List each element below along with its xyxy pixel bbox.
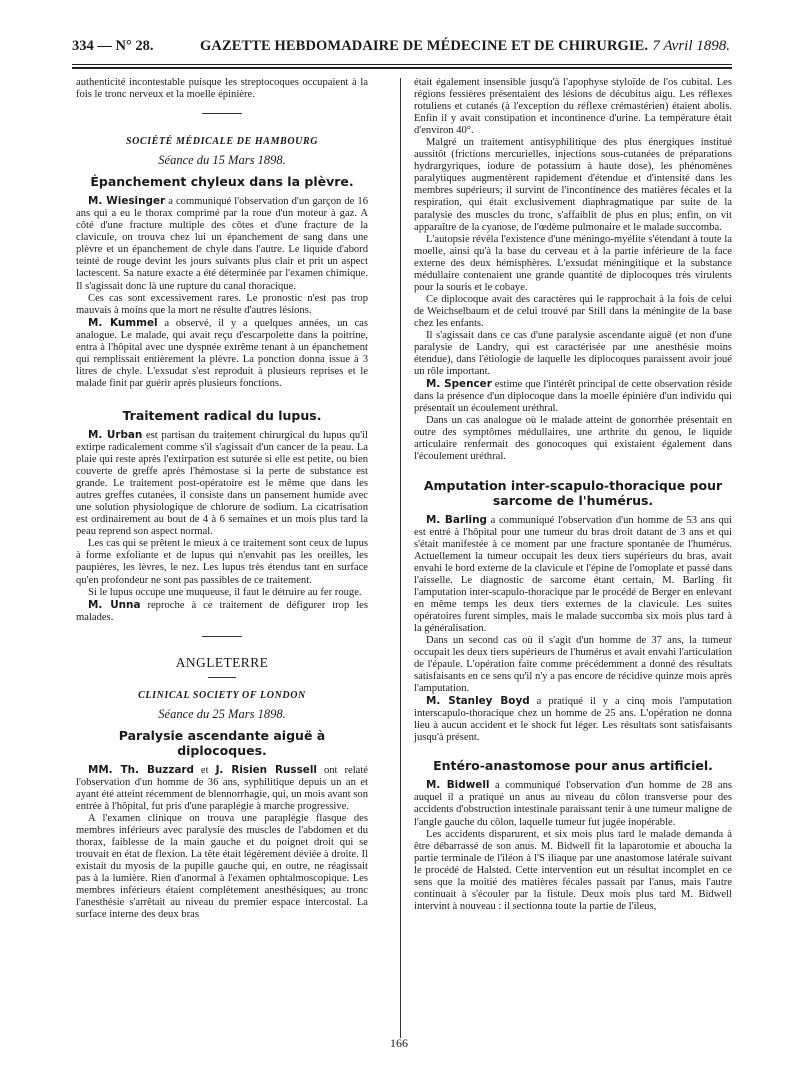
header-rule-thin: [72, 64, 732, 65]
paragraph: M. Stanley Boyd a pratiqué il y a cinq mois l'amputation interscapulo-thoracique chez un homme de 25 ans. L'opération ne donna lieu à aucun accident et le shock fut léger. Les résultats sont satisfaisants jusqu'à présent.: [414, 695, 732, 744]
journal-title: GAZETTE HEBDOMADAIRE DE MÉDECINE ET DE CHIRURGIE.: [200, 38, 649, 54]
paragraph: M. Kummel a observé, il y a quelques années, un cas analogue. Le malade, qui avait reçu d'escarpolette dans la poitrine, entra à l'hôpital avec une dyspnée extrême tenant à un épanchement qui remplissait entièrement la plèvre. La ponction donna issue à 3 litres de chyle. L'exsudat s'est reproduit à plusieurs reprises et le malade finit par guérir après plusieurs fonctions.: [76, 316, 368, 389]
left-column: [76, 77, 368, 921]
issue-date: 7 Avril 1898.: [652, 38, 730, 54]
society-heading: SOCIÉTÉ MÉDICALE DE HAMBOURG: [125, 136, 319, 148]
article-title: Paralysie ascendante aiguë à diplocoques.: [118, 727, 326, 758]
paragraph: Les cas qui se prêtent le mieux à ce traitement sont ceux de lupus à forme exfoliante et de lupus qui n'envahit pas les oreilles, les paupières, les lèvres, le nez. Les lupus très étendus tant en surface qu'en profondeur ne sont pas passibles de ce traitement.: [76, 538, 368, 586]
seance-date: Séance du 25 Mars 1898.: [158, 706, 286, 721]
speaker-name: J. Risien Russell: [215, 763, 317, 776]
article-title: Entéro-anastomose pour anus artificiel.: [433, 758, 713, 774]
paragraph: M. Wiesinger a communiqué l'observation d'un garçon de 16 ans qui a eu le thorax comprimé par la roue d'un moteur à gaz. A côté d'une fracture multiple des côtes et d'une fracture de la clavicule, on trouva chez lui un épanchement de sang dans une plèvre et un épanchement de chyle dans l'autre. Le liquide d'abord teinté de rouge devint les jours suivants plus clair et prit un aspect lactescent. Sa nature exacte a été déterminée par l'examen chimique. Il s'agissait donc là une rupture du canal thoracique.: [76, 195, 369, 292]
column-divider: [400, 78, 401, 1038]
society-heading: CLINICAL SOCIETY OF LONDON: [138, 689, 306, 701]
page-number: 334 — N° 28.: [72, 38, 154, 54]
paragraph: M. Urban est partisan du traitement chirurgical du lupus qu'il extirpe radicalement comme s'il s'agissait d'un cancer de la peau. La plaie qui reste après l'extirpation est suturée si elle est petite, ou bien couverte de greffe après l'hémostase si la perte de substance est grande. Le traitement post-opératoire est le même que dans les autres greffes cutanées, il consiste dans un pansement humide avec une solution physiologique de chlorure de sodium. La cicatrisation est ordinairement au bout de 4 à 6 semaines et un mois plus tard la peau reprend son aspect normal.: [76, 428, 368, 538]
section-separator: [208, 677, 236, 678]
speaker-name: M. Kummel: [88, 316, 158, 329]
paragraph: Malgré un traitement antisyphilitique des plus énergiques institué aussitôt (frictions mercurielles, injections sous-cutanées de préparations hydrargyriques, iodure de potassium à haute dose), les phénomènes paralytiques augmentèrent rapidement d'étendue et d'intensité dans les membres supérieurs; il survint de l'incontinence des matières fécales et la respiration, qui était exclusivement diaphragmatique par suite de la paralysie des muscles du tronc, s'affaiblit de plus en plus; enfin, on vit apparaître de la cyanose, de l'œdème pulmonaire et le malade succomba.: [414, 137, 732, 233]
article-title: Amputation inter-scapulo-thoracique pour sarcome de l'humérus.: [423, 477, 723, 508]
country-heading: ANGLETERRE: [175, 654, 269, 670]
paragraph: Dans un cas analogue où le malade atteint de gonorrhée présentait en outre des symptômes médullaires, une arthrite du genou, le liquide articulaire renfermait des gonocoques qui existaient également dans l'écoulement uréthral.: [414, 415, 732, 463]
section-separator: [202, 636, 242, 637]
page-header: [72, 38, 730, 62]
speaker-name: M. Stanley Boyd: [426, 695, 530, 708]
right-column: [414, 77, 732, 913]
paragraph: Il s'agissait dans ce cas d'une paralysie ascendante aiguë (et non d'une paralysie de Landry, qui est caractérisée par une anesthésie moins étendue), dans l'étiologie de laquelle les diplocoques paraissent avoir joué un rôle important.: [414, 329, 732, 378]
paragraph: Ces cas sont excessivement rares. Le pronostic n'est pas trop mauvais à moins que la mort ne résulte d'autres lésions.: [76, 292, 368, 316]
paragraph: M. Bidwell a communiqué l'observation d'un homme de 28 ans auquel il a pratiqué un anus au niveau du côlon transverse pour des accidents d'obstruction intestinale paraissant tenir à une tumeur maligne de l'angle gauche du côlon, laquelle tumeur fut jugée inopérable.: [414, 779, 732, 828]
speaker-name: M. Bidwell: [426, 779, 490, 792]
paragraph: A l'examen clinique on trouva une paraplégie flasque des membres inférieurs avec paralysie des muscles de l'abdomen et du thorax, faiblesse de la main gauche et du poignet droit qui se trouvait en état de flexion. La tête était légèrement déviée à droite. Il existait du myosis de la pupille gauche qui, en outre, ne réagissait pas à la lumière. Rien d'anormal à l'examen ophtalmoscopique. Les membres inférieurs étaient complètement anesthésiques; au tronc l'anesthésie s'arrêtait au niveau du premier espace intercostal. La surface interne des deux bras: [76, 813, 368, 921]
paragraph: Si le lupus occupe une muqueuse, il faut le détruire au fer rouge.: [88, 586, 362, 598]
speaker-name: M. Urban: [88, 428, 143, 441]
article-title: Épanchement chyleux dans la plèvre.: [90, 174, 354, 190]
page-footer-number: 166: [390, 1036, 408, 1050]
paragraph: MM. Th. Buzzard et J. Risien Russell ont relaté l'observation d'un homme de 36 ans, syphilitique depuis un an et ayant été atteint récemment de blennorrhagie, qui, un mois avant son entrée à l'hôpital, fut pris d'une paraplégie à marche progressive.: [76, 763, 368, 812]
intro-paragraph: authenticité incontestable puisque les streptocoques occupaient à la fois le tronc nerveux et la moelle épinière.: [76, 77, 368, 101]
paragraph: Les accidents disparurent, et six mois plus tard le malade demanda à être débarrassé de son anus. M. Bidwell fit la laparotomie et aboucha la partie terminale de l'iléon à l'S iliaque par une anastomose latérale suivant le procédé de Halsted. Cette intervention eut un résultat incomplet en ce sens que la moitié des matières fécales passait par l'anus, mais l'autre continuait à s'écouler par la fistule. Deux mois plus tard M. Bidwell intervint à nouveau : il sectionna toute la partie de l'ileus,: [414, 828, 732, 912]
paragraph: M. Unna reproche à ce traitement de défigurer trop les malades.: [76, 598, 368, 623]
paragraph: Ce diplocoque avait des caractères qui le rapprochait à la fois de celui de Weichselbaum et de celui trouvé par Still dans la méningite de la base chez les enfants.: [414, 293, 732, 329]
speaker-name: M. Spencer: [426, 378, 492, 391]
paragraph: M. Barling a communiqué l'observation d'un homme de 53 ans qui est entré à l'hôpital pour une tumeur du bras droit datant de 3 ans et qui s'était manifestée à ce moment par une fracture spontanée de l'humérus. Actuellement la tumeur occupait les deux tiers supérieurs du bras, avait envahi le bord externe de la clavicule et l'épine de l'omoplate et passé dans l'aisselle. Le diagnostic de sarcome étant certain, M. Barling fit l'amputation inter-scapulo-thoracique par le procédé de Berger en enlevant en même temps les deux tiers externes de la clavicule. Les suites opératoires furent simples, mais le malade succomba six mois plus tard à la généralisation.: [414, 513, 732, 634]
speaker-name: MM. Th. Buzzard: [88, 763, 194, 776]
header-rule-thick: [72, 67, 732, 69]
paragraph: était également insensible jusqu'à l'apophyse styloïde de l'os cubital. Les régions fessières présentaient des lésions de décubitus aigu. Les réflexes rotuliens et cutanés (à l'exception du réflexe crémastérien) étaient abolis. Enfin il y avait constipation et incontinence d'urine. La température était d'environ 40°.: [414, 77, 732, 137]
paragraph: Dans un second cas où il s'agit d'un homme de 37 ans, la tumeur occupait les deux tiers supérieurs de l'humérus et avait envahi l'articulation de l'épaule. L'opération faite comme précédemment a donné des résultats satisfaisants en ce sens qu'il n'y a pas encore de récidive quinze mois après l'amputation.: [414, 634, 732, 695]
paragraph: L'autopsie révéla l'existence d'une méningo-myélite s'étendant à toute la moelle, ainsi qu'à la base du cerveau et à la partie inférieure de la face externe des deux hémisphères. L'exsudat méningitique et la substance médullaire contenaient une grande quantité de diplocoques très virulents pour la souris et le cobaye.: [414, 233, 732, 293]
speaker-name: M. Wiesinger: [88, 195, 166, 208]
article-title: Traitement radical du lupus.: [122, 407, 322, 423]
section-separator: [202, 113, 242, 114]
paragraph: M. Spencer estime que l'intérêt principal de cette observation réside dans la présence d'un diplocoque dans la moelle épinière d'un individu qui présentait un écoulement uréthral.: [414, 378, 732, 415]
speaker-name: M. Unna: [88, 598, 141, 611]
speaker-name: M. Barling: [426, 513, 487, 526]
seance-date: Séance du 15 Mars 1898.: [158, 153, 286, 168]
